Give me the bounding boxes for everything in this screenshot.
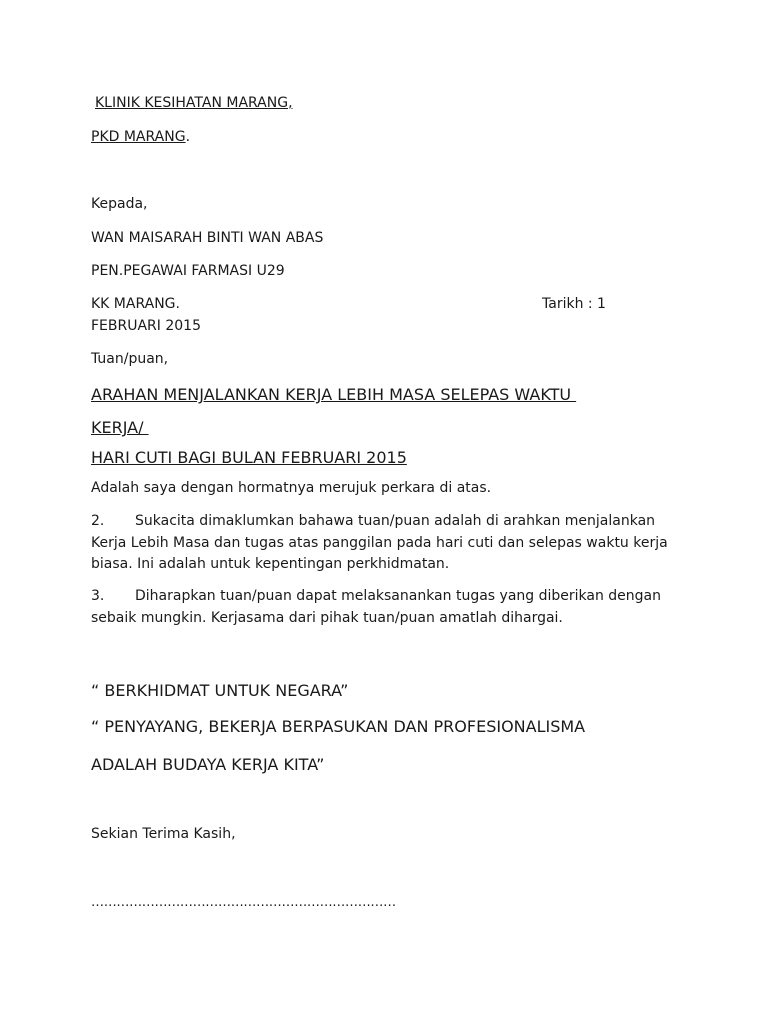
signature-line: ………………………………………………………………: [91, 895, 396, 910]
closing: Sekian Terima Kasih,: [91, 826, 236, 842]
paragraph-3-text: Diharapkan tuan/puan dapat melaksanankan tugas yang diberikan dengan sebaik mungkin. Kerjasama dari pihak tuan/puan amatlah dihargai.: [91, 588, 662, 626]
paragraph-3-number: 3.: [91, 588, 105, 604]
intro-paragraph: Adalah saya dengan hormatnya merujuk perkara di atas.: [91, 480, 492, 496]
pkd-name: PKD MARANG: [91, 129, 186, 145]
subject-line-3: HARI CUTI BAGI BULAN FEBRUARI 2015: [91, 448, 407, 467]
recipient-office: KK MARANG.: [91, 296, 180, 312]
recipient-name: WAN MAISARAH BINTI WAN ABAS: [91, 230, 324, 246]
date-label: Tarikh : 1: [542, 296, 606, 312]
recipient-position: PEN.PEGAWAI FARMASI U29: [91, 263, 285, 279]
kepada-label: Kepada,: [91, 196, 148, 212]
clinic-name: KLINIK KESIHATAN MARANG,: [95, 95, 293, 111]
paragraph-2-text: Sukacita dimaklumkan bahawa tuan/puan adalah di arahkan menjalankan Kerja Lebih Masa dan tugas atas panggilan pada hari cuti dan selepas waktu kerja biasa. Ini adalah untuk kepentingan perkhidmatan.: [91, 513, 668, 572]
paragraph-2-number: 2.: [91, 513, 105, 529]
slogan-1: “ BERKHIDMAT UNTUK NEGARA”: [91, 681, 349, 700]
date-continued: FEBRUARI 2015: [91, 318, 201, 334]
pkd-period: .: [185, 129, 191, 145]
subject-line-1: ARAHAN MENJALANKAN KERJA LEBIH MASA SELEPAS WAKTU: [91, 385, 577, 404]
paragraph-3: [91, 586, 671, 629]
salutation: Tuan/puan,: [91, 351, 169, 367]
subject-line-2: KERJA/: [91, 418, 149, 437]
paragraph-2: [91, 511, 671, 576]
slogan-2: “ PENYAYANG, BEKERJA BERPASUKAN DAN PROFESIONALISMA: [91, 717, 586, 736]
slogan-3: ADALAH BUDAYA KERJA KITA”: [91, 755, 325, 774]
pkd-line: [91, 128, 190, 146]
